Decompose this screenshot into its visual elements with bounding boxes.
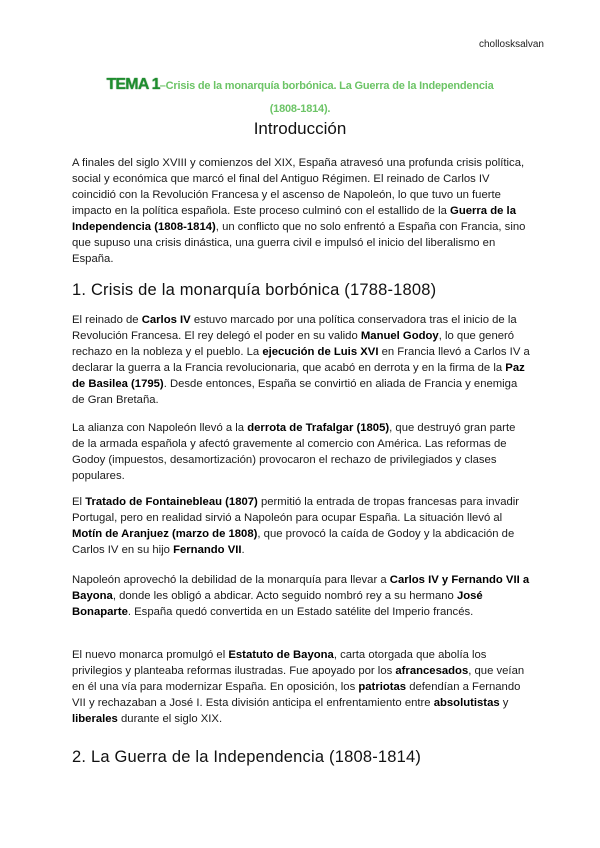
bold-term: Fernando VII	[173, 544, 242, 556]
text-run: El reinado de	[72, 314, 142, 326]
bold-term: Guerra de la Independencia (1808-1814)	[72, 205, 516, 233]
text-run: , carta otorgada que abolía los privilegios y planteaba reformas ilustradas. Fue apoyado por los	[72, 649, 487, 677]
text-run: El nuevo monarca promulgó el	[72, 649, 229, 661]
section1-paragraph-5	[72, 647, 530, 727]
text-run: Napoleón aprovechó la debilidad de la monarquía para llevar a	[72, 574, 390, 586]
bold-term: Estatuto de Bayona	[228, 649, 334, 661]
text-run: , un conflicto que no solo enfrentó a España con Francia, sino que supuso una crisis dinástica, una guerra civil e impulsó el inicio del liberalismo en España.	[72, 221, 526, 265]
text-run: . España quedó convertida en un Estado satélite del Imperio francés.	[127, 606, 474, 618]
title-tema: TEMA 1	[106, 76, 160, 93]
bold-term: absolutistas	[433, 697, 500, 709]
watermark: chollosksalvan	[478, 39, 544, 50]
bold-term: Carlos IV	[141, 314, 191, 326]
text-run: , que veían en él una vía para modernizar España. En oposición, los	[72, 665, 525, 693]
section1-paragraph-4	[72, 572, 530, 620]
title-subtitle-line1: –Crisis de la monarquía borbónica. La Guerra de la Independencia	[159, 80, 494, 92]
text-run: defendían a Fernando VII y rechazaban a José I. Esta división anticipa el enfrentamiento entre	[72, 681, 521, 709]
text-run: permitió la entrada de tropas francesas para invadir Portugal, pero en realidad sirvió a Napoleón para ocupar España. La situación llevó al	[72, 496, 520, 524]
text-run: , que provocó la caída de Godoy y la abdicación de Carlos IV en su hijo	[72, 528, 515, 556]
bold-term: Paz de Basilea (1795)	[72, 362, 525, 390]
section1-paragraph-1	[72, 312, 530, 408]
intro-heading: Introducción	[253, 119, 347, 138]
section-heading-1: 1. Crisis de la monarquía borbónica (1788-1808)	[72, 281, 437, 299]
text-run: A finales del siglo XVIII y comienzos del XIX, España atravesó una profunda crisis política, social y económica que marcó el final del Antiguo Régimen. El reinado de Carlos IV coincidió con la Revolución Francesa y el ascenso de Napoleón, lo que tuvo un fuerte impacto en la política española. Este proceso culminó con el estallido de la	[72, 157, 525, 217]
section1-paragraph-3	[72, 494, 530, 558]
text-run: durante el siglo XIX.	[117, 713, 223, 725]
bold-term: liberales	[72, 713, 118, 725]
bold-term: afrancesados	[395, 665, 469, 677]
intro-paragraph	[72, 155, 530, 267]
section-heading-2: 2. La Guerra de la Independencia (1808-1814)	[72, 748, 422, 766]
document-title	[70, 74, 530, 120]
text-run: en Francia llevó a Carlos IV a declarar la guerra a la Francia revolucionaria, que acabó en derrota y en la firma de la	[72, 346, 530, 374]
bold-term: Tratado de Fontainebleau (1807)	[85, 496, 258, 508]
text-run: . Desde entonces, España se convirtió en aliada de Francia y enemiga de Gran Bretaña.	[72, 378, 518, 406]
text-run: El	[72, 496, 86, 508]
text-run: , donde les obligó a abdicar. Acto seguido nombró rey a su hermano	[112, 590, 457, 602]
text-run: y	[499, 697, 509, 709]
title-subtitle-line2: (1808-1814).	[269, 103, 331, 115]
bold-term: derrota de Trafalgar (1805)	[247, 422, 390, 434]
bold-term: Motín de Aranjuez (marzo de 1808)	[72, 528, 258, 540]
bold-term: ejecución de Luis XVI	[262, 346, 379, 358]
bold-term: José Bonaparte	[72, 590, 483, 618]
section1-paragraph-2	[72, 420, 530, 484]
bold-term: Manuel Godoy	[360, 330, 439, 342]
text-run: estuvo marcado por una política conservadora tras el inicio de la Revolución Francesa. El rey delegó el poder en su valido	[72, 314, 517, 342]
bold-term: patriotas	[358, 681, 407, 693]
text-run: .	[241, 544, 245, 556]
bold-term: Carlos IV y Fernando VII a Bayona	[72, 574, 530, 602]
text-run: , lo que generó rechazo en la nobleza y el pueblo. La	[72, 330, 515, 358]
text-run: La alianza con Napoleón llevó a la	[72, 422, 248, 434]
text-run: , que destruyó gran parte de la armada española y afectó gravemente al comercio con América. Las reformas de Godoy (impuestos, desamortización) provocaron el rechazo de privilegiados y clases populares.	[72, 422, 516, 482]
